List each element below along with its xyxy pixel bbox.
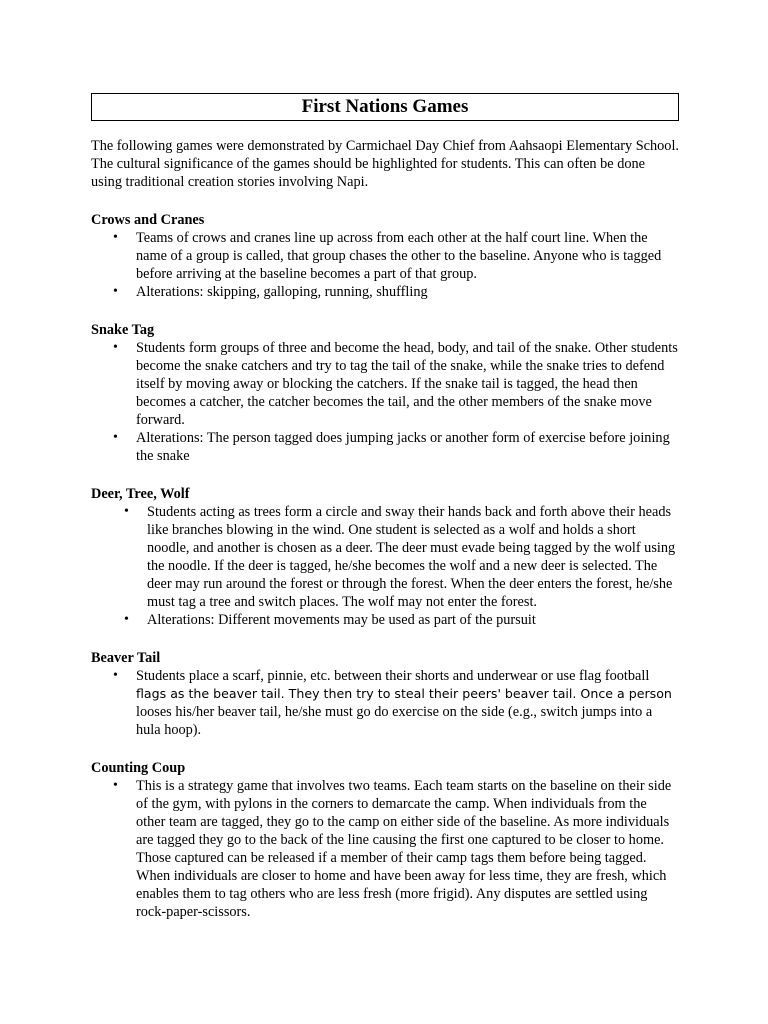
bullet-icon: • (124, 612, 129, 627)
list-item: • Students place a scarf, pinnie, etc. between their shorts and underwear or use flag football flags as the beaver tail. They then try to steal their peers' beaver tail. Once a person looses his/her beaver tail, he/she must go do exercise on the side (e.g., switch jumps into a hula hoop). (113, 668, 672, 738)
section-heading: Crows and Cranes (91, 212, 205, 228)
bullet-list (91, 503, 679, 629)
section-heading: Deer, Tree, Wolf (91, 486, 190, 502)
list-item: • Students acting as trees form a circle and sway their hands back and forth above their heads like branches blowing in the wind. One student is selected as a wolf and holds a short noodle, and another is chosen as a deer. The deer must evade being tagged by the wolf using the noodle. If the deer is tagged, he/she becomes the wolf and a new deer is selected. The deer may run around the forest or through the forest. When the deer enters the forest, he/she must tag a tree and switch places. The wolf may not enter the forest. (124, 504, 676, 610)
section-heading: Snake Tag (91, 322, 155, 338)
bullet-icon: • (113, 284, 118, 299)
bullet-icon: • (113, 668, 118, 683)
list-item: • Students form groups of three and become the head, body, and tail of the snake. Other students become the snake catchers and try to tag the tail of the snake, while the snake tries to defend itself by moving away or blocking the catchers. If the snake tail is tagged, the head then becomes a catcher, the catcher becomes the tail, and the other members of the snake move forward. (113, 340, 678, 428)
document-title: First Nations Games (91, 93, 679, 121)
list-item: • Alterations: Different movements may be used as part of the pursuit (124, 612, 536, 628)
intro-paragraph: The following games were demonstrated by Carmichael Day Chief from Aahsaopi Elementary School. The cultural significance of the games should be highlighted for students. This can often be done using traditional creation stories involving Napi. (91, 138, 679, 190)
section-snake-tag (91, 321, 679, 465)
section-beaver-tail (91, 649, 679, 739)
list-item: • This is a strategy game that involves two teams. Each team starts on the baseline on their side of the gym, with pylons in the corners to demarcate the camp. When individuals from the other team are tagged, they go to the camp on either side of the baseline. As more individuals are tagged they go to the back of the line causing the first one captured to be closer to home. Those captured can be released if a member of their camp tags them before being tagged. When individuals are closer to home and have been away for less time, they are fresh, which enables them to tag others who are less fresh (more frigid). Any disputes are settled using rock-paper-scissors. (113, 778, 672, 920)
bullet-icon: • (124, 504, 129, 519)
section-heading: Beaver Tail (91, 650, 161, 666)
section-deer-tree-wolf (91, 485, 679, 629)
bullet-list (91, 339, 679, 465)
section-heading: Counting Coup (91, 760, 186, 776)
list-item: • Alterations: The person tagged does jumping jacks or another form of exercise before joining the snake (113, 430, 670, 464)
section-counting-coup (91, 759, 679, 921)
section-crows-and-cranes (91, 211, 679, 301)
bullet-list (91, 777, 679, 921)
bullet-icon: • (113, 230, 118, 245)
document-page (91, 93, 679, 941)
bullet-list (91, 229, 679, 301)
bullet-icon: • (113, 430, 118, 445)
list-item: • Alterations: skipping, galloping, running, shuffling (113, 284, 428, 300)
list-item: • Teams of crows and cranes line up across from each other at the half court line. When the name of a group is called, that group chases the other to the baseline. Anyone who is tagged before arriving at the baseline becomes a part of that group. (113, 230, 662, 282)
bullet-list (91, 667, 679, 739)
bullet-icon: • (113, 340, 118, 355)
bullet-icon: • (113, 778, 118, 793)
